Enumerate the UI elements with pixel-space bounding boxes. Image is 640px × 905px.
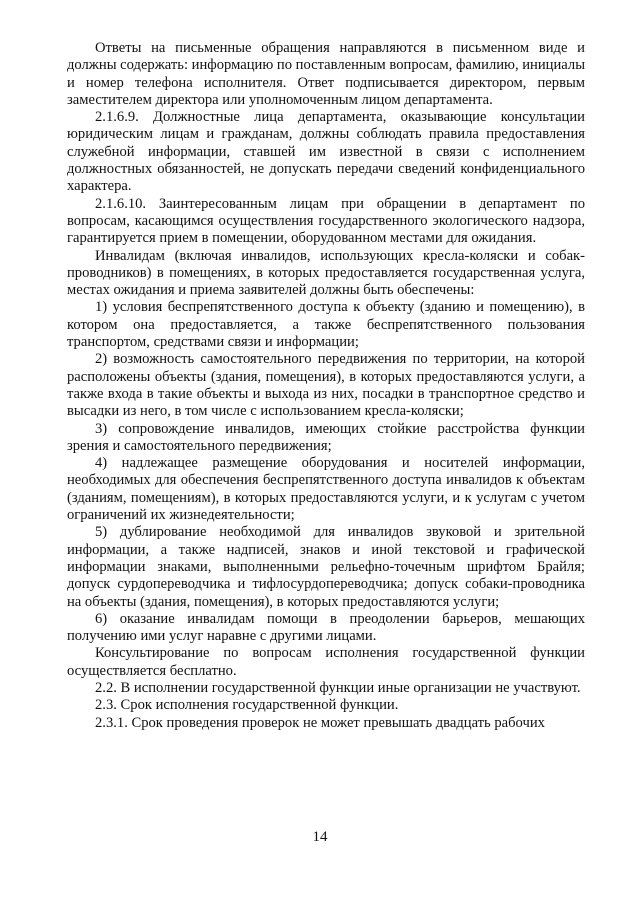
list-item-3: 3) сопровождение инвалидов, имеющих стойкие расстройства функции зрения и самостоятельного передвижения; xyxy=(67,420,585,454)
page-number: 14 xyxy=(312,829,328,845)
paragraph-2-1-6-10: 2.1.6.10. Заинтересованным лицам при обращении в департамент по вопросам, касающимся осуществления государственного экологического надзора, гарантируется прием в помещении, оборудованном местами для ожидания. xyxy=(67,195,585,247)
paragraph-written-replies: Ответы на письменные обращения направляются в письменном виде и должны содержать: информацию по поставленным вопросам, фамилию, инициалы и номер телефона исполнителя. Ответ подписывается директором, первым заместителем директора или уполномоченным лицом департамента. xyxy=(67,40,585,108)
paragraph-2-3: 2.3. Срок исполнения государственной функции. xyxy=(95,697,399,714)
document-page xyxy=(67,40,585,732)
list-item-5: 5) дублирование необходимой для инвалидов звуковой и зрительной информации, а также надписей, знаков и иной текстовой и графической информации знаками, выполненными рельефно-точечным шрифтом Брайля; допуск сурдопереводчика и тифлосурдопереводчика; допуск собаки-проводника на объекты (здания, помещения), в которых предоставляются услуги; xyxy=(67,524,585,610)
paragraph-2-2: 2.2. В исполнении государственной функции иные организации не участвуют. xyxy=(95,679,581,696)
list-item-6: 6) оказание инвалидам помощи в преодолении барьеров, мешающих получению ими услуг наравне с другими лицами. xyxy=(67,610,585,645)
list-item-1: 1) условия беспрепятственного доступа к объекту (зданию и помещению), в котором она предоставляется, а также беспрепятственного пользования транспортом, средствами связи и информации; xyxy=(67,299,585,351)
paragraph-2-1-6-9: 2.1.6.9. Должностные лица департамента, оказывающие консультации юридическим лицам и гражданам, должны соблюдать правила предоставления служебной информации, ставшей им известной в связи с исполнением должностных обязанностей, не допускать передачи сведений конфиденциального характера. xyxy=(67,109,585,195)
list-item-4: 4) надлежащее размещение оборудования и носителей информации, необходимых для обеспечения беспрепятственного доступа инвалидов к объектам (зданиям, помещениям), в которых предоставляются услуги, и к услугам с учетом ограничений их жизнедеятельности; xyxy=(67,455,585,524)
list-item-2: 2) возможность самостоятельного передвижения по территории, на которой расположены объекты (здания, помещения), в которых предоставляются услуги, а также входа в такие объекты и выхода из них, посадки в транспортное средство и высадки из него, в том числе с использованием кресла-коляски; xyxy=(67,351,585,420)
paragraph-free-consulting: Консультирование по вопросам исполнения государственной функции осуществляется бесплатно. xyxy=(67,645,585,679)
paragraph-disabled-persons: Инвалидам (включая инвалидов, использующих кресла-коляски и собак-проводников) в помещениях, в которых предоставляется государственная услуга, местах ожидания и приема заявителей должны быть обеспечены: xyxy=(67,247,585,299)
paragraph-2-3-1: 2.3.1. Срок проведения проверок не может превышать двадцать рабочих xyxy=(95,714,545,731)
